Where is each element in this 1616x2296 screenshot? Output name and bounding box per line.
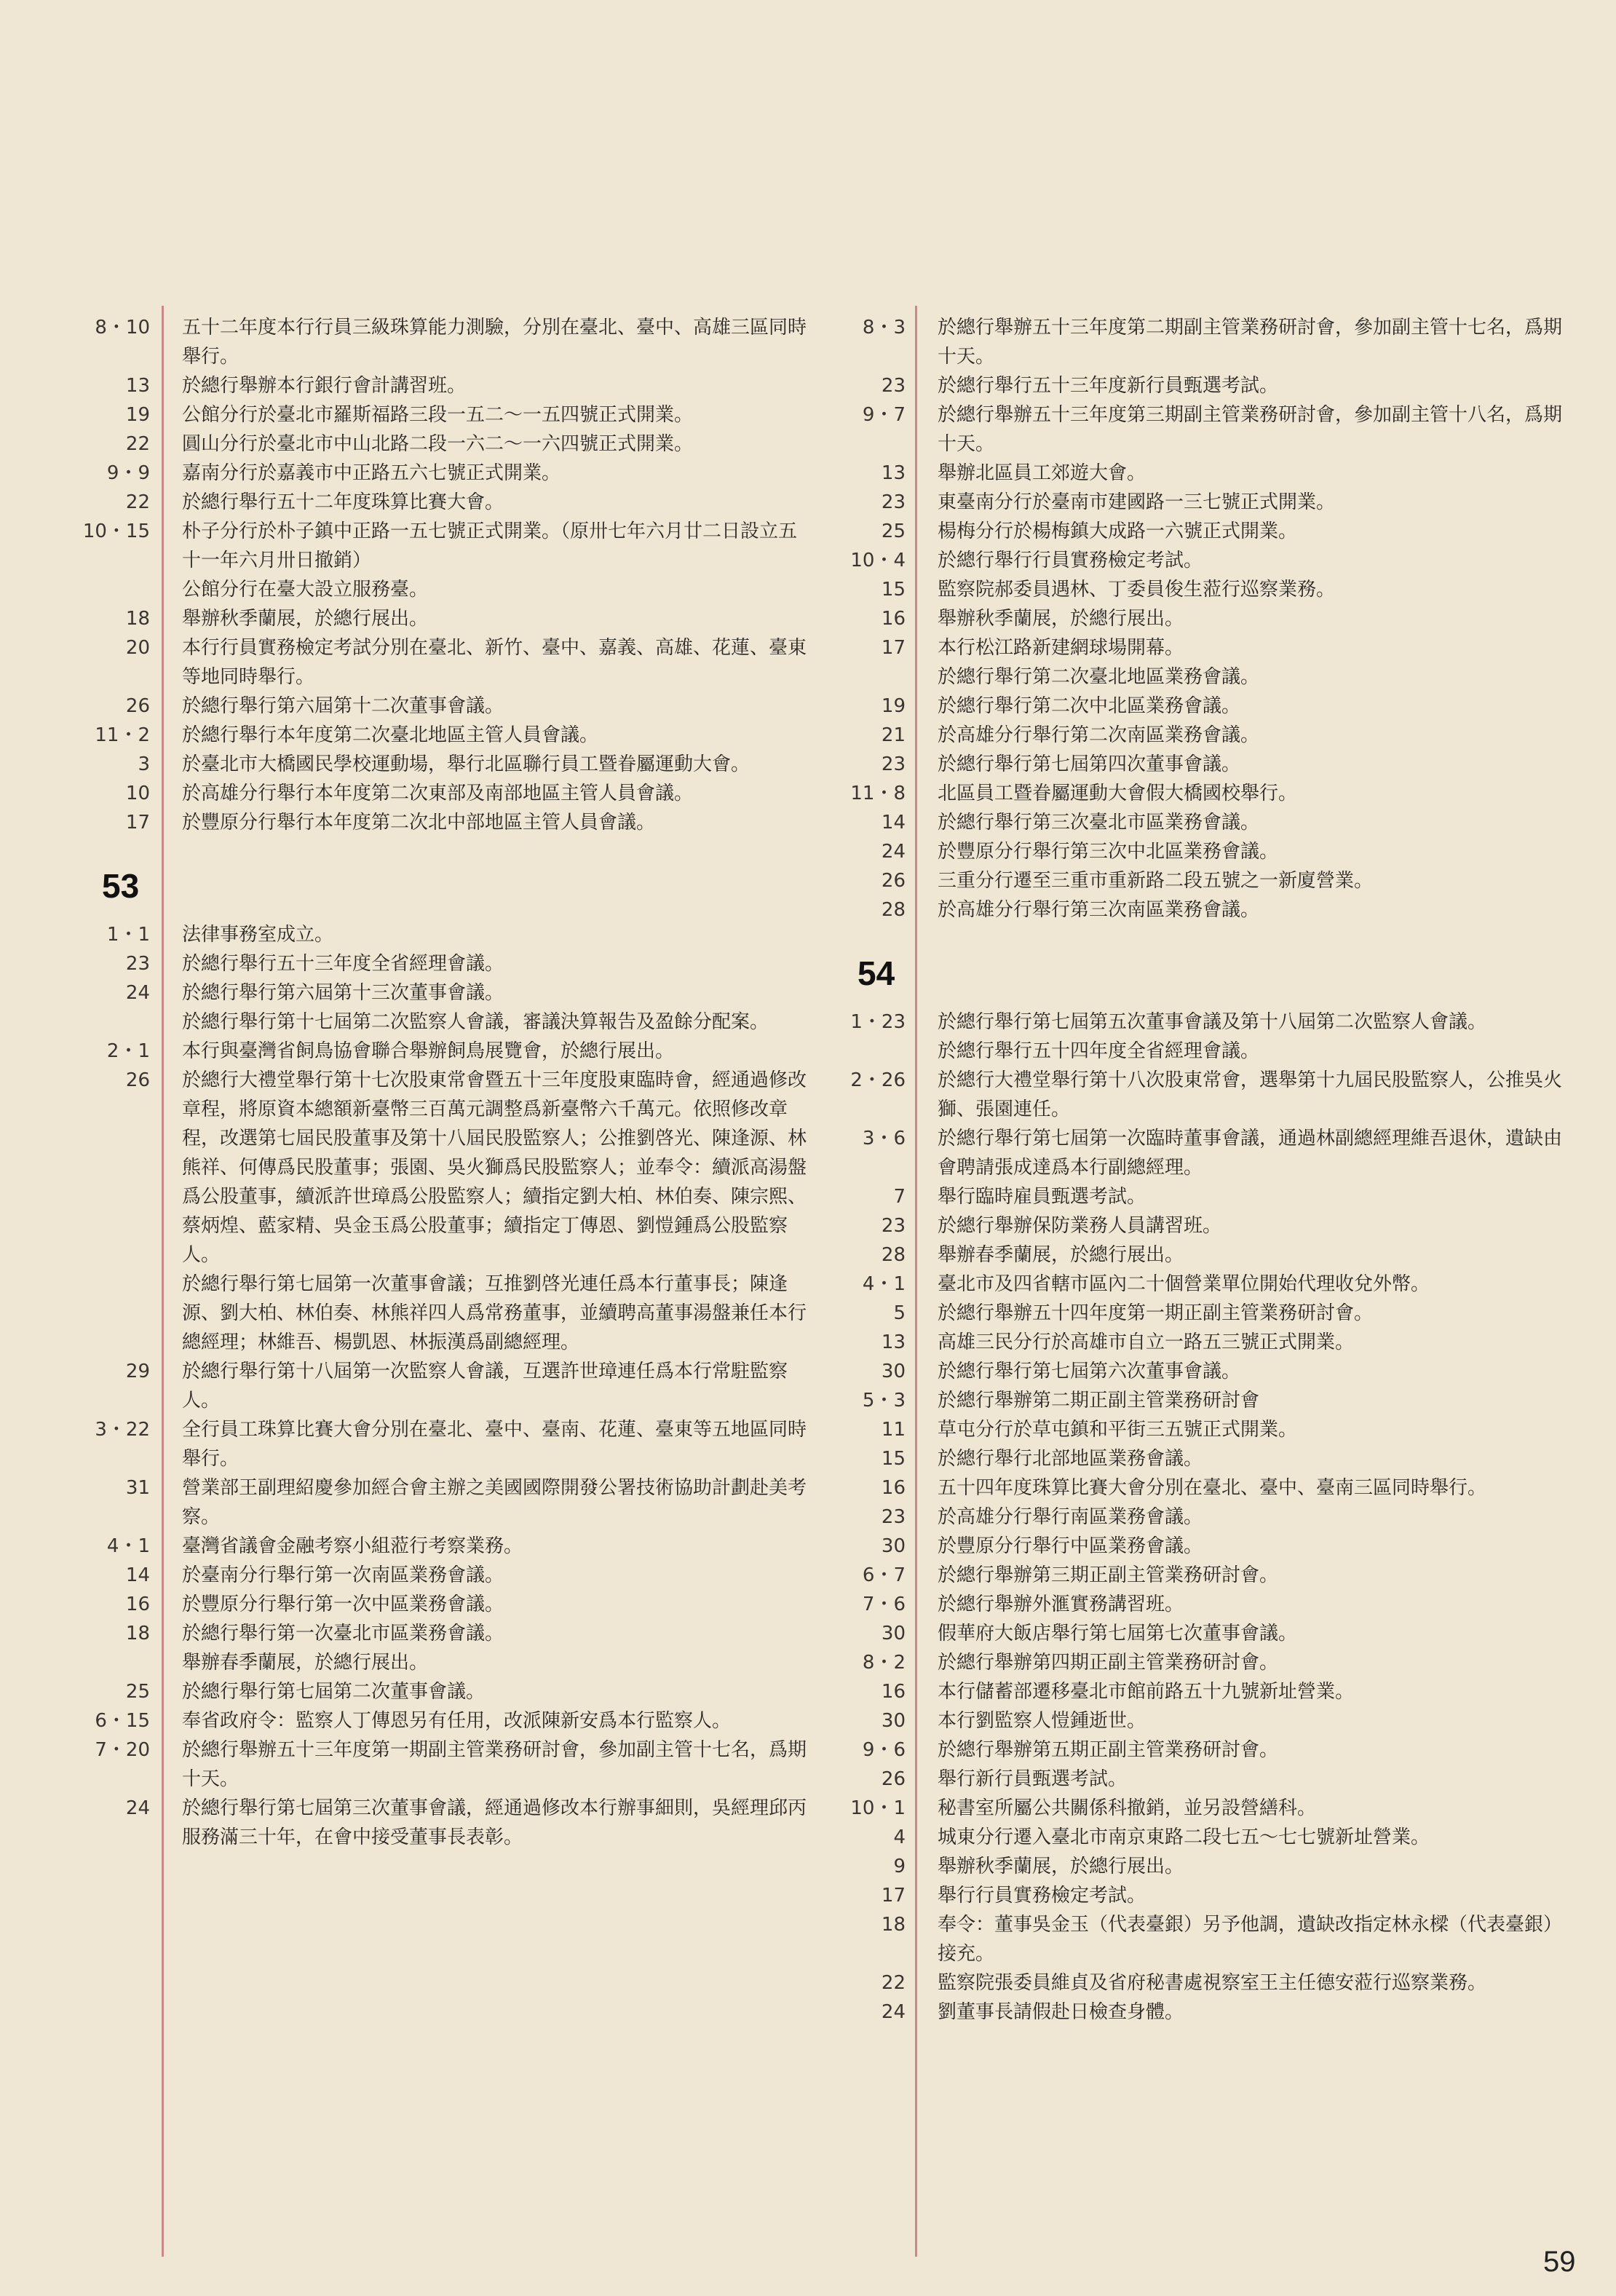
chronology-entry <box>836 1968 1564 1998</box>
entry-text: 圓山分行於臺北市中山北路二段一六二～一六四號正式開業。 <box>182 433 694 455</box>
chronology-entry <box>836 1677 1564 1706</box>
entry-date: 17 <box>125 812 150 834</box>
entry-date: 30 <box>881 1361 906 1382</box>
entry-text: 監察院郝委員遇林、丁委員俊生蒞行巡察業務。 <box>938 579 1336 601</box>
entry-date: 23 <box>881 1506 906 1528</box>
entry-date: 13 <box>881 462 906 484</box>
entry-text: 於總行舉辦第三期正副主管業務研討會。 <box>938 1564 1279 1586</box>
entry-text: 舉行臨時雇員甄選考試。 <box>938 1186 1146 1208</box>
entry-text: 奉令：董事吳金玉（代表臺銀）另予他調，遺缺改指定林永樑（代表臺銀）接充。 <box>938 1914 1563 1965</box>
entry-date: 1・1 <box>106 924 150 946</box>
entry-text: 於總行舉行五十二年度珠算比賽大會。 <box>182 491 504 513</box>
entry-date: 2・1 <box>106 1040 150 1062</box>
chronology-entry <box>80 575 815 604</box>
entry-date: 13 <box>125 375 150 397</box>
entry-date: 24 <box>881 2001 906 2023</box>
chronology-entry <box>836 371 1564 400</box>
right-column <box>836 313 1564 2027</box>
chronology-entry <box>836 692 1564 721</box>
year-heading: 54 <box>857 954 895 992</box>
chronology-entry <box>836 400 1564 459</box>
entry-text: 本行與臺灣省飼鳥協會聯合舉辦飼鳥展覽會，於總行展出。 <box>182 1040 675 1062</box>
entry-date: 11・2 <box>95 724 150 746</box>
entry-date: 15 <box>881 1448 906 1470</box>
chronology-entry <box>836 1182 1564 1211</box>
chronology-entry <box>80 1794 815 1852</box>
entry-date: 28 <box>881 899 906 921</box>
entry-text: 舉行行員實務檢定考試。 <box>938 1885 1146 1907</box>
entry-text: 營業部王副理紹慶參加經合會主辦之美國國際開發公署技術協助計劃赴美考察。 <box>182 1477 807 1528</box>
chronology-entry <box>836 459 1564 488</box>
chronology-entry <box>836 1124 1564 1182</box>
left-column <box>80 313 815 1852</box>
entry-text: 嘉南分行於嘉義市中正路五六七號正式開業。 <box>182 462 561 484</box>
year-heading: 53 <box>102 867 140 905</box>
entry-date: 23 <box>125 953 150 975</box>
entry-text: 於總行舉行第七屆第一次董事會議；互推劉啓光連任爲本行董事長；陳逢源、劉大柏、林伯奏、林熊祥四人爲常務董事，並續聘高董事湯盤兼任本行總經理；林維吾、楊凱恩、林振漢爲副總經理。 <box>182 1273 807 1353</box>
entry-text: 於總行舉行第一次臺北市區業務會議。 <box>182 1623 504 1644</box>
chronology-entry <box>836 750 1564 779</box>
chronology-entry <box>836 488 1564 517</box>
entry-text: 舉辦春季蘭展，於總行展出。 <box>938 1244 1184 1266</box>
chronology-entry <box>80 517 815 575</box>
entry-text: 於總行舉行第七屆第五次董事會議及第十八屆第二次監察人會議。 <box>938 1011 1487 1033</box>
entry-text: 於高雄分行舉行南區業務會議。 <box>938 1506 1203 1528</box>
entry-date: 30 <box>881 1710 906 1732</box>
chronology-entry <box>80 808 815 837</box>
entry-text: 於總行舉行第七屆第一次臨時董事會議，通過林副總經理維吾退休，遺缺由會聘請張成達爲本行副總經理。 <box>938 1128 1563 1179</box>
chronology-entry <box>836 1473 1564 1503</box>
entry-date: 7・20 <box>95 1739 150 1761</box>
entry-text: 於高雄分行舉行第三次南區業務會議。 <box>938 899 1260 921</box>
entry-text: 於總行舉行五十三年度全省經理會議。 <box>182 953 504 975</box>
chronology-entry <box>80 1270 815 1357</box>
entry-text: 於總行舉行第十七屆第二次監察人會議，審議決算報告及盈餘分配案。 <box>182 1011 769 1033</box>
entry-text: 假華府大飯店舉行第七屆第七次董事會議。 <box>938 1623 1298 1644</box>
entry-date: 10 <box>125 783 150 804</box>
entry-text: 於總行舉辦第五期正副主管業務研討會。 <box>938 1739 1279 1761</box>
chronology-entry <box>80 920 815 949</box>
entry-text: 舉行新行員甄選考試。 <box>938 1768 1128 1790</box>
entry-date: 22 <box>125 491 150 513</box>
entry-date: 22 <box>125 433 150 455</box>
entry-date: 10・15 <box>82 520 150 542</box>
entry-text: 舉辦北區員工郊遊大會。 <box>938 462 1146 484</box>
chronology-entry <box>836 1735 1564 1765</box>
entry-text: 監察院張委員維貞及省府秘書處視察室王主任德安蒞行巡察業務。 <box>938 1972 1487 1994</box>
entry-date: 6・15 <box>95 1710 150 1732</box>
chronology-entry <box>836 1240 1564 1270</box>
chronology-entry <box>836 1357 1564 1386</box>
entry-text: 公館分行於臺北市羅斯福路三段一五二～一五四號正式開業。 <box>182 404 694 426</box>
chronology-entry <box>80 400 815 429</box>
entry-text: 劉董事長請假赴日檢查身體。 <box>938 2001 1184 2023</box>
chronology-entry <box>80 1648 815 1677</box>
entry-date: 11 <box>881 1419 906 1441</box>
entry-text: 奉省政府令：監察人丁傳恩另有任用，改派陳新安爲本行監察人。 <box>182 1710 732 1732</box>
entry-text: 於總行舉辦五十四年度第一期正副主管業務研討會。 <box>938 1302 1374 1324</box>
chronology-entry <box>80 1735 815 1794</box>
entry-date: 9・7 <box>862 404 906 426</box>
chronology-entry <box>80 1590 815 1619</box>
entry-text: 於總行大禮堂舉行第十八次股東常會，選舉第十九屆民股監察人，公推吳火獅、張園連任。 <box>938 1069 1563 1120</box>
entry-date: 8・2 <box>862 1652 906 1674</box>
entry-date: 26 <box>125 695 150 717</box>
entry-date: 23 <box>881 375 906 397</box>
chronology-entry <box>836 1299 1564 1328</box>
chronology-entry <box>80 429 815 459</box>
entry-text: 於總行舉行第七屆第二次董事會議。 <box>182 1681 486 1703</box>
entry-date: 25 <box>881 520 906 542</box>
chronology-entry <box>836 1706 1564 1735</box>
chronology-entry <box>836 633 1564 662</box>
chronology-entry <box>80 750 815 779</box>
entry-text: 於總行舉行第六屆第十二次董事會議。 <box>182 695 504 717</box>
entry-date: 26 <box>881 1768 906 1790</box>
entry-text: 草屯分行於草屯鎮和平街三五號正式開業。 <box>938 1419 1298 1441</box>
chronology-entry <box>836 895 1564 925</box>
chronology-entry <box>836 546 1564 575</box>
entry-text: 於總行舉辦第二期正副主管業務研討會 <box>938 1390 1260 1412</box>
entry-date: 3・22 <box>95 1419 150 1441</box>
entry-date: 19 <box>881 695 906 717</box>
entry-date: 6・7 <box>862 1564 906 1586</box>
entry-text: 五十四年度珠算比賽大會分別在臺北、臺中、臺南三區同時舉行。 <box>938 1477 1487 1499</box>
entry-text: 於豐原分行舉行中區業務會議。 <box>938 1535 1203 1557</box>
entry-date: 8・10 <box>95 317 150 339</box>
chronology-entry <box>80 488 815 517</box>
entry-date: 25 <box>125 1681 150 1703</box>
chronology-entry <box>836 1211 1564 1240</box>
chronology-entry <box>80 1066 815 1270</box>
entry-date: 23 <box>881 753 906 775</box>
entry-text: 本行儲蓄部遷移臺北市館前路五十九號新址營業。 <box>938 1681 1355 1703</box>
entry-date: 22 <box>881 1972 906 1994</box>
entry-date: 2・26 <box>850 1069 906 1091</box>
entry-text: 於總行舉行北部地區業務會議。 <box>938 1448 1203 1470</box>
chronology-entry <box>836 1328 1564 1357</box>
entry-date: 3 <box>138 753 150 775</box>
entry-text: 城東分行遷入臺北市南京東路二段七五～七七號新址營業。 <box>938 1826 1430 1848</box>
chronology-entry <box>836 313 1564 371</box>
entry-date: 20 <box>125 637 150 659</box>
entry-date: 8・3 <box>862 317 906 339</box>
entry-text: 五十二年度本行行員三級珠算能力測驗，分別在臺北、臺中、高雄三區同時舉行。 <box>182 317 807 368</box>
chronology-entry <box>836 604 1564 633</box>
entry-date: 16 <box>125 1594 150 1615</box>
chronology-entry <box>80 604 815 633</box>
entry-date: 3・6 <box>862 1128 906 1149</box>
entry-date: 1・23 <box>850 1011 906 1033</box>
entry-text: 舉辦春季蘭展，於總行展出。 <box>182 1652 429 1674</box>
entry-text: 於總行舉辦五十三年度第一期副主管業務研討會，參加副主管十七名，爲期十天。 <box>182 1739 807 1790</box>
entry-date: 28 <box>881 1244 906 1266</box>
entry-date: 26 <box>125 1069 150 1091</box>
entry-text: 於總行舉辦保防業務人員講習班。 <box>938 1215 1222 1237</box>
chronology-entry <box>80 1706 815 1735</box>
entry-date: 9・6 <box>862 1739 906 1761</box>
entry-text: 秘書室所屬公共關係科撤銷，並另設營繕科。 <box>938 1797 1317 1819</box>
chronology-entry <box>836 1765 1564 1794</box>
chronology-entry <box>836 1444 1564 1473</box>
entry-date: 4・1 <box>862 1273 906 1295</box>
entry-date: 7・6 <box>862 1594 906 1615</box>
entry-text: 臺北市及四省轄市區內二十個營業單位開始代理收兌外幣。 <box>938 1273 1430 1295</box>
entry-date: 16 <box>881 1477 906 1499</box>
entry-date: 10・4 <box>850 550 906 571</box>
entry-date: 24 <box>125 1797 150 1819</box>
chronology-entry <box>80 1415 815 1473</box>
chronology-entry <box>80 1532 815 1561</box>
entry-text: 於高雄分行舉行第二次南區業務會議。 <box>938 724 1260 746</box>
chronology-entry <box>836 1998 1564 2027</box>
entry-text: 於總行舉辦第四期正副主管業務研討會。 <box>938 1652 1279 1674</box>
entry-date: 29 <box>125 1361 150 1382</box>
chronology-entry <box>80 459 815 488</box>
chronology-entry <box>80 1357 815 1415</box>
entry-text: 於總行舉行第七屆第三次董事會議，經通過修改本行辦事細則，吳經理邱丙服務滿三十年，在會中接受董事長表彰。 <box>182 1797 807 1848</box>
entry-text: 東臺南分行於臺南市建國路一三七號正式開業。 <box>938 491 1336 513</box>
entry-text: 於豐原分行舉行第三次中北區業務會議。 <box>938 841 1279 863</box>
chronology-entry <box>836 1386 1564 1415</box>
chronology-entry <box>836 1910 1564 1968</box>
chronology-entry <box>836 837 1564 866</box>
chronology-entry <box>836 1648 1564 1677</box>
entry-text: 舉辦秋季蘭展，於總行展出。 <box>938 608 1184 630</box>
chronology-entry <box>836 1590 1564 1619</box>
chronology-entry <box>836 1532 1564 1561</box>
chronology-entry <box>80 1008 815 1037</box>
entry-date: 7 <box>893 1186 906 1208</box>
entry-text: 於豐原分行舉行第一次中區業務會議。 <box>182 1594 504 1615</box>
entry-text: 公館分行在臺大設立服務臺。 <box>182 579 429 601</box>
entry-date: 18 <box>125 608 150 630</box>
entry-text: 於總行舉行第二次臺北地區業務會議。 <box>938 666 1260 688</box>
chronology-entry <box>836 1619 1564 1648</box>
entry-text: 於高雄分行舉行本年度第二次東部及南部地區主管人員會議。 <box>182 783 694 804</box>
chronology-entry <box>80 779 815 808</box>
entry-text: 於臺南分行舉行第一次南區業務會議。 <box>182 1564 504 1586</box>
entry-date: 10・1 <box>850 1797 906 1819</box>
entry-text: 於總行舉行第二次中北區業務會議。 <box>938 695 1241 717</box>
entry-date: 19 <box>125 404 150 426</box>
entry-text: 於總行舉行本年度第二次臺北地區主管人員會議。 <box>182 724 599 746</box>
entry-date: 24 <box>881 841 906 863</box>
entry-text: 於豐原分行舉行本年度第二次北中部地區主管人員會議。 <box>182 812 656 834</box>
chronology-entry <box>836 779 1564 808</box>
entry-text: 高雄三民分行於高雄市自立一路五三號正式開業。 <box>938 1331 1355 1353</box>
entry-text: 於總行大禮堂舉行第十七次股東常會暨五十三年度股東臨時會，經通過修改章程，將原資本總額新臺幣三百萬元調整爲新臺幣六千萬元。依照修改章程，改選第七屆民股董事及第十八屆民股監察人；公推劉啓光、陳逢源、林熊祥、何傳爲民股董事；張園、吳火獅爲民股監察人；並奉令：續派高湯盤爲公股董事，續派許世璋爲公股監察人；續指定劉大柏、林伯奏、陳宗熙、蔡炳煌、藍家精、吳金玉爲公股董事；續指定丁傳恩、劉愷鍾爲公股監察人。 <box>182 1069 807 1266</box>
chronology-entry <box>836 1794 1564 1823</box>
chronology-entry <box>80 692 815 721</box>
entry-date: 13 <box>881 1331 906 1353</box>
entry-date: 14 <box>125 1564 150 1586</box>
chronology-entry <box>80 313 815 371</box>
entry-text: 於總行舉辦外滙實務講習班。 <box>938 1594 1184 1615</box>
entry-text: 於總行舉行第六屆第十三次董事會議。 <box>182 982 504 1004</box>
entry-text: 本行劉監察人愷鍾逝世。 <box>938 1710 1146 1732</box>
entry-text: 於總行舉行五十三年度新行員甄選考試。 <box>938 375 1279 397</box>
entry-date: 17 <box>881 1885 906 1907</box>
chronology-entry <box>836 517 1564 546</box>
entry-text: 全行員工珠算比賽大會分別在臺北、臺中、臺南、花蓮、臺東等五地區同時舉行。 <box>182 1419 807 1470</box>
entry-text: 於總行舉行第三次臺北市區業務會議。 <box>938 812 1260 834</box>
entry-text: 法律事務室成立。 <box>182 924 334 946</box>
chronology-entry <box>80 1619 815 1648</box>
entry-text: 於臺北市大橋國民學校運動場，舉行北區聯行員工暨眷屬運動大會。 <box>182 753 750 775</box>
chronology-entry <box>836 1852 1564 1881</box>
page-number: 59 <box>1543 2246 1576 2278</box>
entry-date: 18 <box>881 1914 906 1936</box>
entry-text: 三重分行遷至三重市重新路二段五號之一新廈營業。 <box>938 870 1374 892</box>
chronology-entry <box>836 1066 1564 1124</box>
entry-text: 本行行員實務檢定考試分別在臺北、新竹、臺中、嘉義、高雄、花蓮、臺東等地同時舉行。 <box>182 637 807 688</box>
entry-date: 15 <box>881 579 906 601</box>
entry-date: 21 <box>881 724 906 746</box>
chronology-entry <box>836 1881 1564 1910</box>
entry-date: 17 <box>881 637 906 659</box>
entry-date: 26 <box>881 870 906 892</box>
entry-date: 14 <box>881 812 906 834</box>
chronology-entry <box>836 1008 1564 1037</box>
entry-text: 於總行舉辦五十三年度第二期副主管業務研討會，參加副主管十七名，爲期十天。 <box>938 317 1563 368</box>
entry-text: 於總行舉行行員實務檢定考試。 <box>938 550 1203 571</box>
entry-text: 臺灣省議會金融考察小組蒞行考察業務。 <box>182 1535 523 1557</box>
entry-date: 4 <box>893 1826 906 1848</box>
chronology-entry <box>80 1561 815 1590</box>
chronology-entry <box>836 1270 1564 1299</box>
chronology-entry <box>80 633 815 692</box>
chronology-entry <box>836 1037 1564 1066</box>
entry-date: 11・8 <box>850 783 906 804</box>
chronology-entry <box>836 575 1564 604</box>
entry-date: 30 <box>881 1535 906 1557</box>
chronology-entry <box>80 949 815 978</box>
chronology-entry <box>80 371 815 400</box>
entry-text: 朴子分行於朴子鎮中正路一五七號正式開業。（原卅七年六月廿二日設立五十一年六月卅日撤銷） <box>182 520 798 571</box>
chronology-entry <box>80 1473 815 1532</box>
entry-text: 於總行舉辦本行銀行會計講習班。 <box>182 375 467 397</box>
entry-text: 楊梅分行於楊梅鎮大成路一六號正式開業。 <box>938 520 1298 542</box>
chronology-entry <box>836 866 1564 895</box>
entry-date: 5 <box>893 1302 906 1324</box>
entry-text: 於總行舉行第七屆第六次董事會議。 <box>938 1361 1241 1382</box>
entry-date: 18 <box>125 1623 150 1644</box>
entry-text: 於總行舉行第七屆第四次董事會議。 <box>938 753 1241 775</box>
entry-text: 舉辦秋季蘭展，於總行展出。 <box>182 608 429 630</box>
entry-date: 9・9 <box>106 462 150 484</box>
entry-date: 23 <box>881 491 906 513</box>
entry-text: 於總行舉行第十八屆第一次監察人會議，互選許世璋連任爲本行常駐監察人。 <box>182 1361 788 1412</box>
entry-text: 本行松江路新建網球場開幕。 <box>938 637 1184 659</box>
entry-date: 16 <box>881 608 906 630</box>
chronology-entry <box>836 1503 1564 1532</box>
chronology-entry <box>836 662 1564 692</box>
entry-text: 於總行舉辦五十三年度第三期副主管業務研討會，參加副主管十八名，爲期十天。 <box>938 404 1563 455</box>
chronology-entry <box>836 721 1564 750</box>
chronology-entry <box>80 1037 815 1066</box>
chronology-entry <box>80 1677 815 1706</box>
entry-date: 16 <box>881 1681 906 1703</box>
chronology-entry <box>836 1823 1564 1852</box>
entry-date: 23 <box>881 1215 906 1237</box>
chronology-entry <box>80 721 815 750</box>
entry-date: 30 <box>881 1623 906 1644</box>
entry-text: 北區員工暨眷屬運動大會假大橋國校舉行。 <box>938 783 1298 804</box>
entry-date: 31 <box>125 1477 150 1499</box>
entry-text: 於總行舉行五十四年度全省經理會議。 <box>938 1040 1260 1062</box>
entry-text: 舉辦秋季蘭展，於總行展出。 <box>938 1856 1184 1877</box>
entry-date: 5・3 <box>862 1390 906 1412</box>
chronology-entry <box>836 808 1564 837</box>
chronology-entry <box>80 978 815 1008</box>
chronology-entry <box>836 1415 1564 1444</box>
entry-date: 9 <box>893 1856 906 1877</box>
entry-date: 4・1 <box>106 1535 150 1557</box>
entry-date: 24 <box>125 982 150 1004</box>
chronology-entry <box>836 1561 1564 1590</box>
